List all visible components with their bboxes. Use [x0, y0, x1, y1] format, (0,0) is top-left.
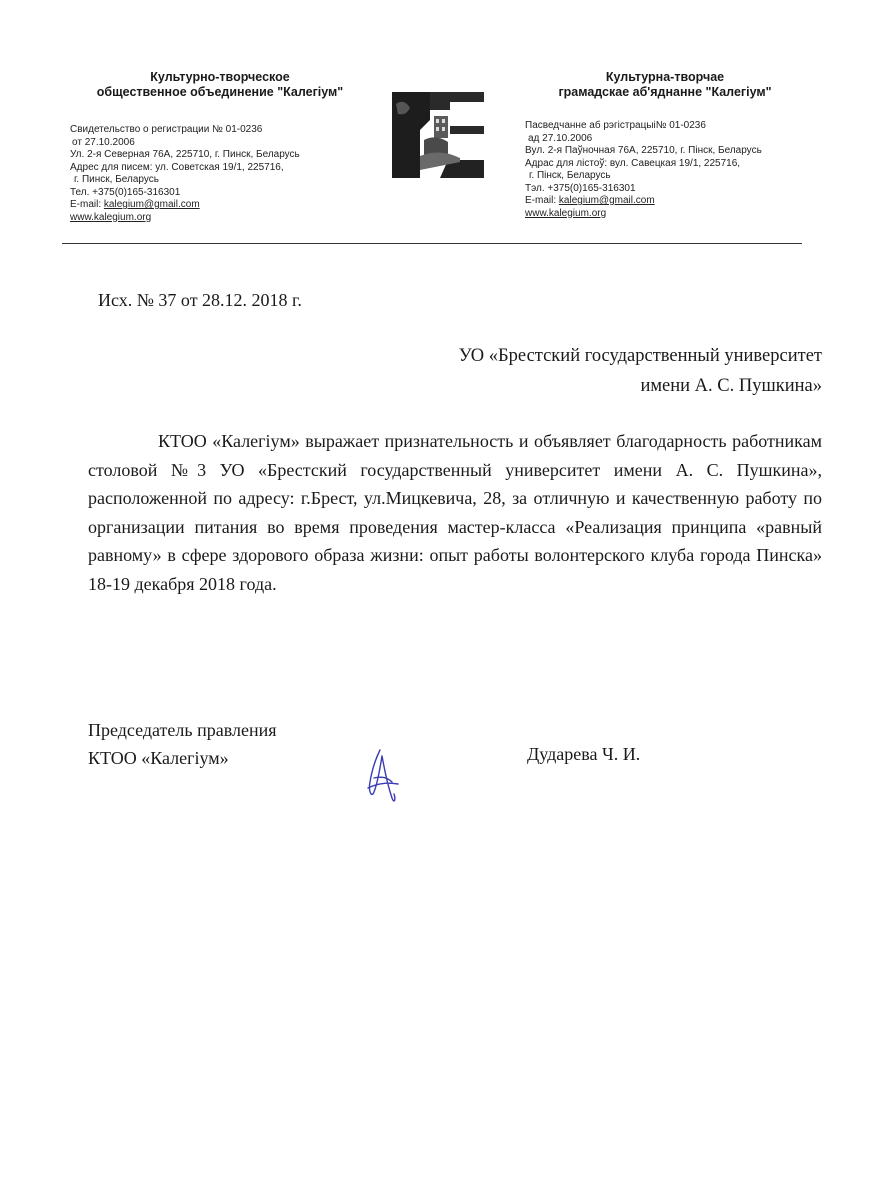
- addressee-line2: имени А. С. Пушкина»: [640, 376, 822, 396]
- mail-address-line1: Адрес для писем: ул. Советская 19/1, 225716,: [70, 161, 284, 173]
- legal-address: Вул. 2-я Паўночная 76А, 225710, г. Пінск, Беларусь: [525, 145, 762, 156]
- phone: Тэл. +375(0)165-316301: [525, 182, 636, 194]
- mail-address-line2: г. Пинск, Беларусь: [74, 174, 159, 185]
- email-link[interactable]: kalegium@gmail.com: [103, 199, 200, 210]
- org-details-ru: [70, 124, 370, 224]
- org-name-by-line2: грамадскае аб'яднанне "Калегіум": [558, 85, 772, 99]
- org-name-by: [525, 70, 805, 100]
- mail-address-line2: г. Пінск, Беларусь: [529, 170, 611, 181]
- letterhead-right: [525, 70, 815, 220]
- email-link[interactable]: kalegium@gmail.com: [558, 195, 655, 206]
- email-label: E-mail:: [525, 195, 557, 206]
- website-link[interactable]: www.kalegium.org: [70, 211, 152, 223]
- signer-name: Дударева Ч. И.: [527, 744, 641, 764]
- addressee-line1: УО «Брестский государственный университет: [458, 346, 822, 366]
- registration-date: ад 27.10.2006: [528, 132, 593, 144]
- signer-title-line1: Председатель правления: [88, 720, 277, 740]
- outgoing-reference: Исх. № 37 от 28.12. 2018 г.: [98, 290, 302, 310]
- org-name-ru-line2: общественное объединение "Калегіум": [96, 85, 344, 99]
- handwritten-signature: [358, 748, 408, 808]
- mail-address-line1: Адрас для лістоў: вул. Савецкая 19/1, 225716,: [525, 157, 741, 169]
- org-name-ru: [70, 70, 370, 100]
- registration-number: Свидетельство о регистрации № 01-0236: [70, 124, 263, 135]
- letterhead-divider: [62, 243, 802, 244]
- letterhead-left: [70, 70, 370, 224]
- phone: Тел. +375(0)165-316301: [70, 186, 181, 198]
- registration-number: Пасведчанне аб рэгістрацыі№ 01-0236: [525, 120, 706, 131]
- letter-body: КТОО «Калегіум» выражает признательность и объявляет благодарность работникам столовой №3 УО «Брестский государственный университет имени А. С. Пушкина», расположенной по адресу: г.Брест, ул.Мицкевича, 28, за отличную и качественную работу по организации питания во время проведения мастер-класса «Реализация принципа «равный равному» в сфере здорового образа жизни: опыт работы волонтерского клуба города Пинска» 18-19 декабря 2018 года.: [88, 431, 822, 594]
- org-name-by-line1: Культурна-творчае: [605, 70, 725, 84]
- org-details-by: [525, 120, 815, 220]
- email-label: E-mail:: [70, 199, 102, 210]
- email-row: [525, 195, 815, 208]
- signer-title-line2: КТОО «Калегіум»: [88, 748, 229, 768]
- website-link[interactable]: www.kalegium.org: [525, 207, 607, 219]
- legal-address: Ул. 2-я Северная 76А, 225710, г. Пинск, Беларусь: [70, 149, 300, 160]
- email-row: [70, 199, 370, 212]
- addressee: [322, 341, 822, 401]
- org-name-ru-line1: Культурно-творческое: [150, 70, 290, 84]
- kalegium-logo-icon: [390, 90, 486, 180]
- registration-date: от 27.10.2006: [72, 136, 135, 148]
- signer-title: [88, 716, 277, 772]
